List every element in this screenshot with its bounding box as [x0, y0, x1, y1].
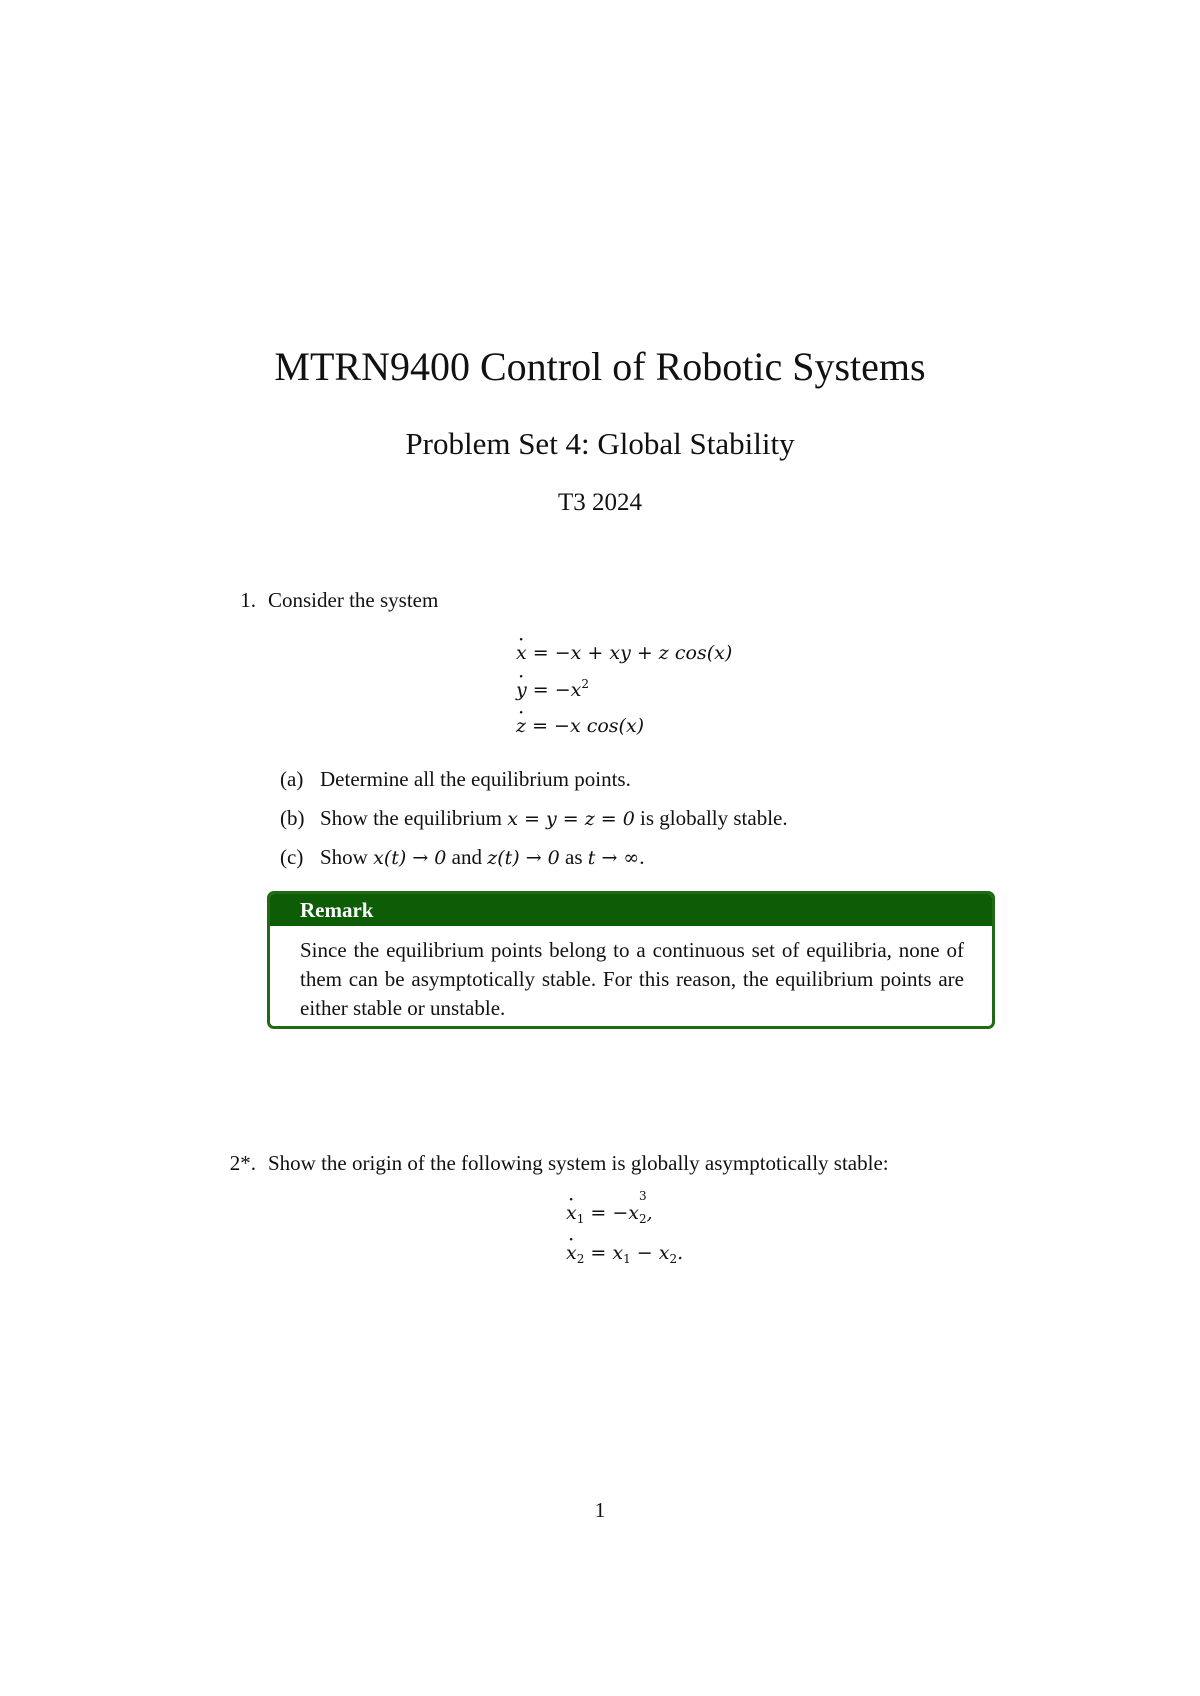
equation-y-dot-lhs: · y	[516, 677, 527, 703]
part-b-label: (b)	[280, 806, 305, 830]
part-b-text: Show the equilibrium x = y = z = 0 is globally stable.	[320, 806, 788, 830]
document-term: T3 2024	[557, 489, 643, 516]
equation-y-dot-rhs: = −x	[532, 679, 582, 701]
equation-y-dot-exponent: 2	[581, 677, 590, 691]
part-b-math: x = y = z = 0	[507, 808, 635, 830]
equation-x2-dot-lhs: · x	[566, 1240, 577, 1266]
problem-2-intro: Show the origin of the following system is globally asymptotically stable:	[268, 1151, 889, 1175]
part-c-text: Show x(t) → 0 and z(t) → 0 as t → ∞.	[320, 845, 645, 869]
part-c-label: (c)	[280, 845, 304, 869]
equation-x2-dot: · $x_2 = x_1 - x_2$.	[566, 1240, 683, 1266]
problem-2-number: 2*.	[229, 1151, 256, 1175]
problem-1-number: 1.	[240, 588, 256, 612]
part-c-math-1: x(t) → 0	[373, 847, 447, 869]
equation-z-dot-rhs: = −x cos(x)	[532, 715, 645, 737]
problem-1-intro: Consider the system	[268, 588, 439, 612]
equation-x-dot-rhs: = −x + xy + z cos(x)	[532, 642, 733, 664]
document-subtitle: Problem Set 4: Global Stability	[405, 426, 795, 461]
remark-box	[267, 891, 995, 1029]
part-c-math-3: t → ∞	[587, 847, 640, 869]
equation-x1-dot-lhs: · x	[566, 1200, 577, 1226]
equation-x-dot-lhs: · x	[516, 640, 527, 666]
part-a-text: Determine all the equilibrium points.	[320, 767, 631, 791]
page-number: 1	[594, 1498, 606, 1522]
equation-y-dot	[516, 677, 589, 703]
remark-title: Remark	[270, 894, 992, 926]
equation-z-dot	[516, 713, 644, 739]
equation-x-dot	[516, 640, 732, 666]
equation-x1-dot: · $x_1 = -x$ 3 $_2$,	[566, 1200, 653, 1226]
document-title: MTRN9400 Control of Robotic Systems	[274, 344, 926, 389]
equation-z-dot-lhs: · z	[516, 713, 526, 739]
remark-body: Since the equilibrium points belong to a continuous set of equilibria, none of them can be asymptotically stable. For this reason, the equilibrium points are either stable or unstable.	[300, 938, 964, 1020]
part-a-label: (a)	[280, 767, 304, 791]
part-c-math-2: z(t) → 0	[487, 847, 560, 869]
